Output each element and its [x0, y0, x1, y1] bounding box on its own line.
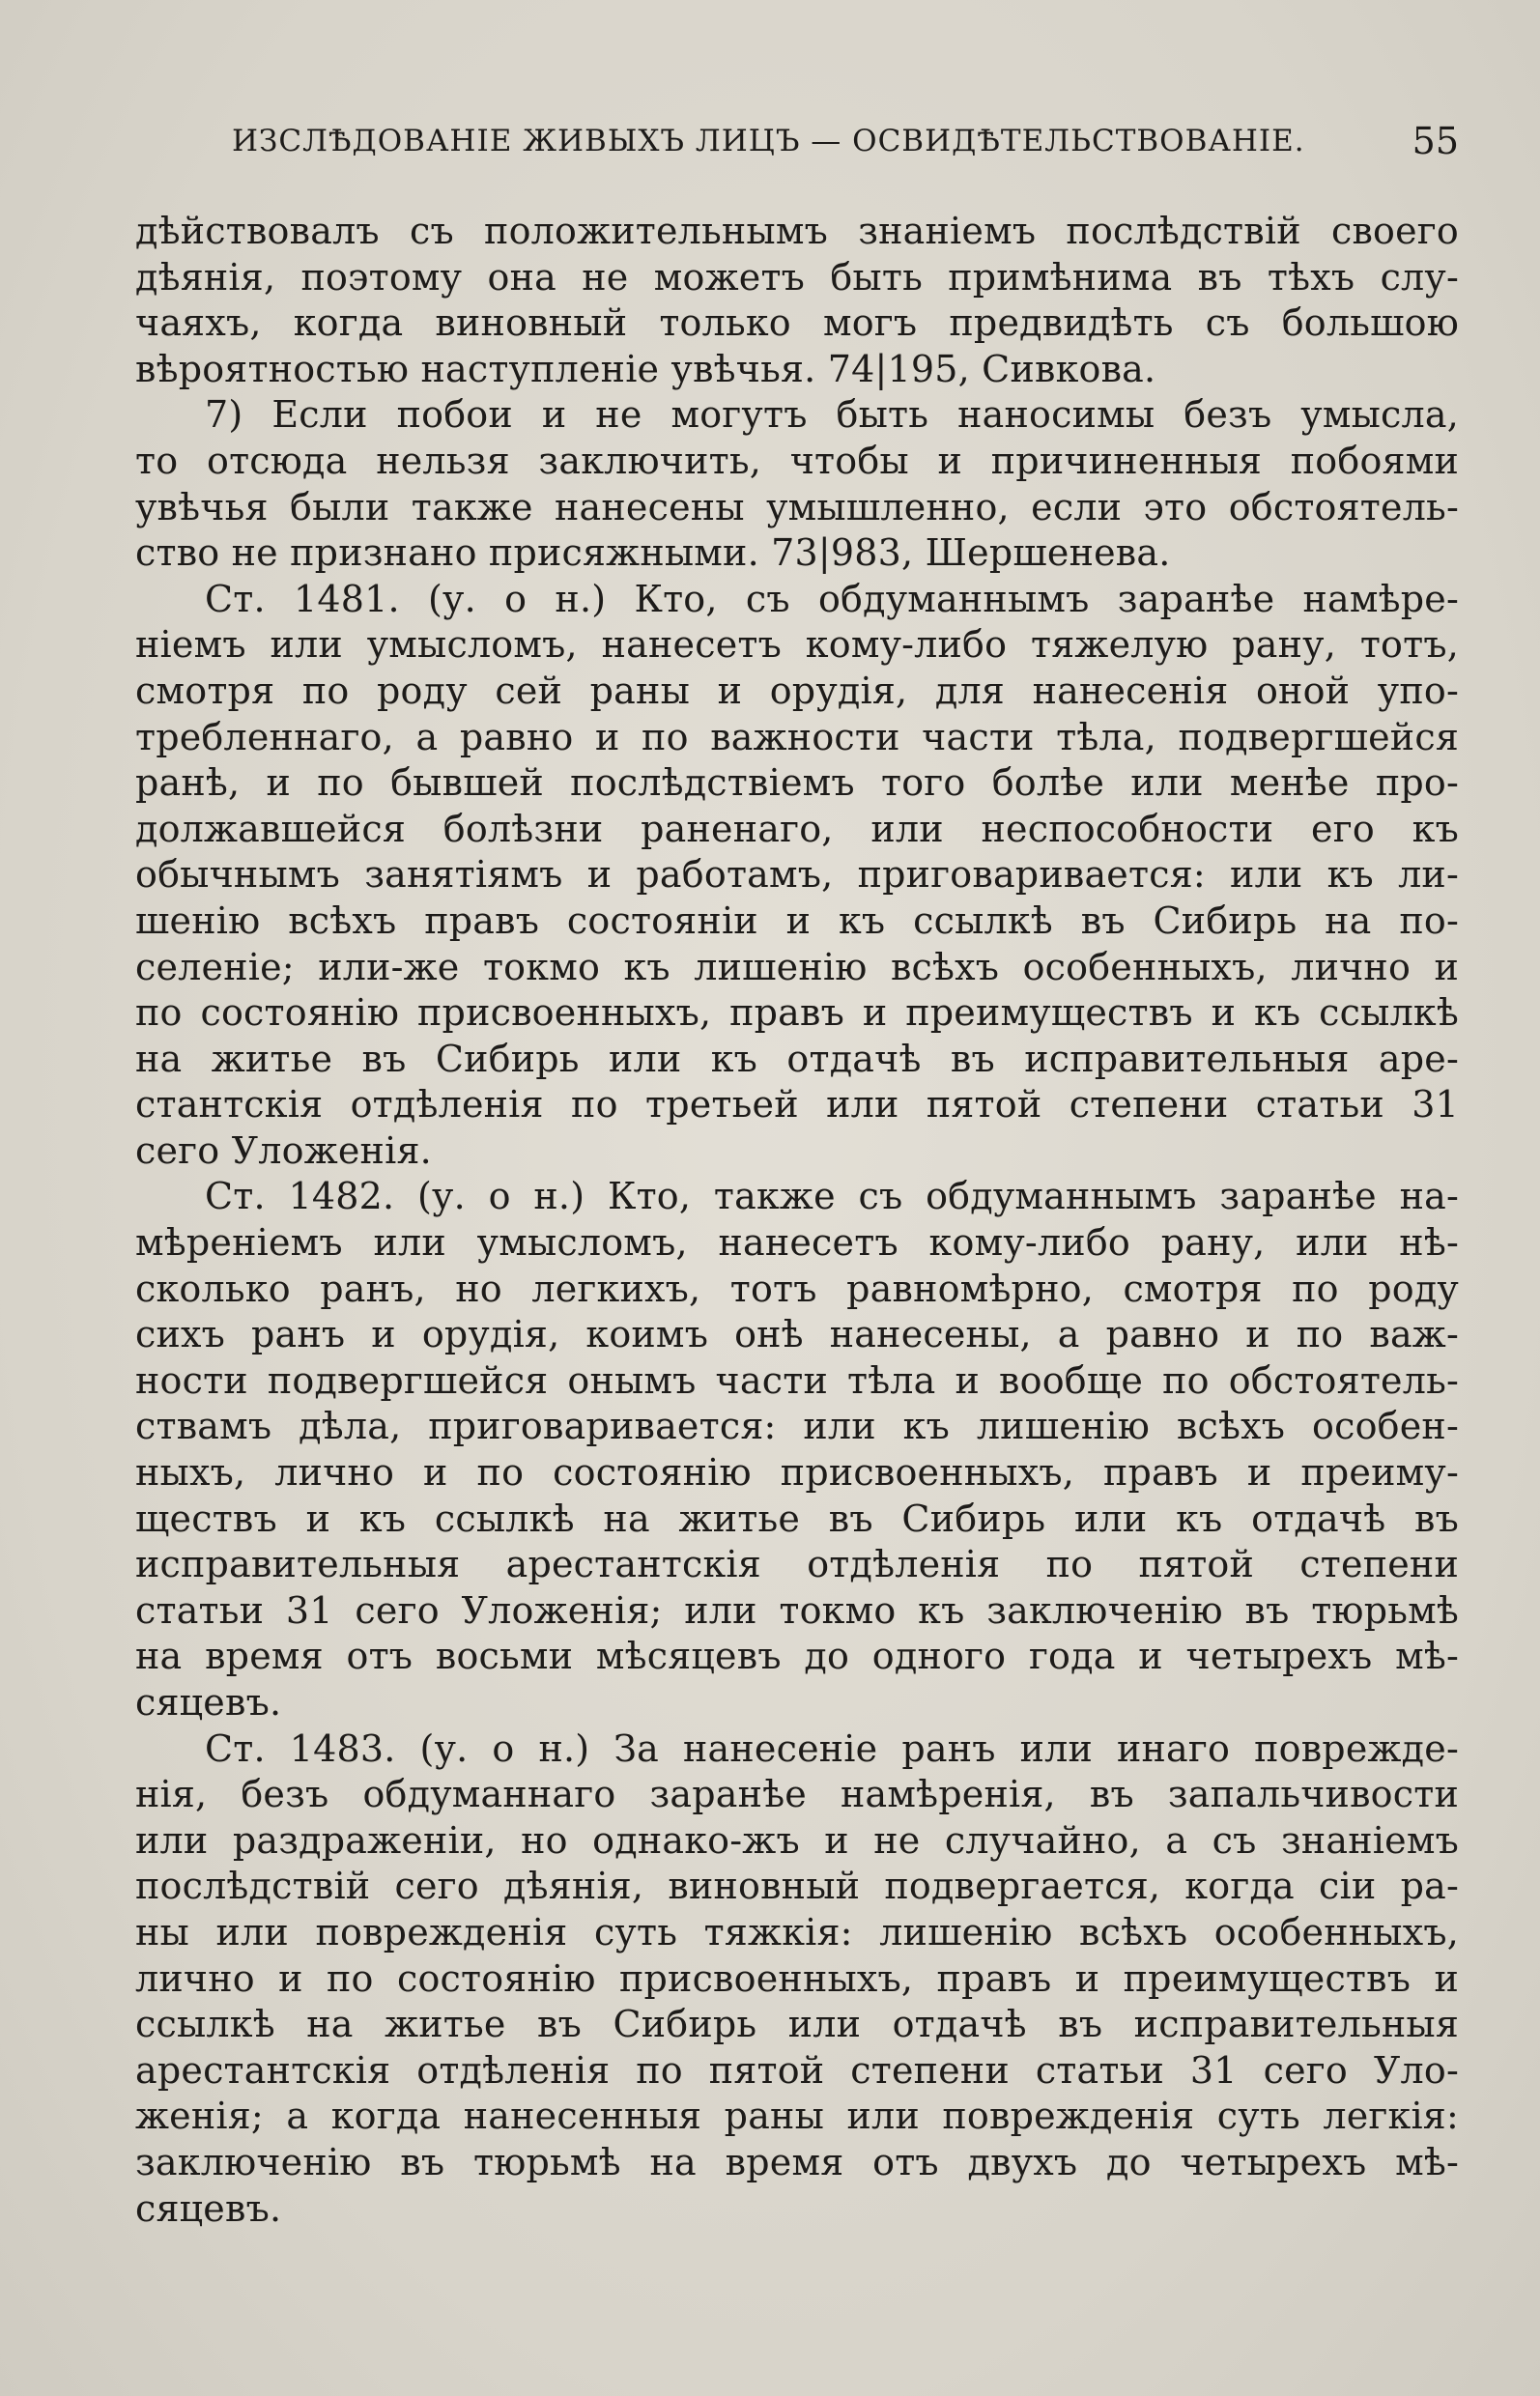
text-line: шенію всѣхъ правъ состояніи и къ ссылкѣ въ Сибирь на по- [135, 898, 1459, 942]
text-line: исправительныя арестантскія отдѣленія по пятой степени [135, 1543, 1459, 1586]
text-line: заключенію въ тюрьмѣ на время отъ двухъ до четырехъ мѣ- [135, 2140, 1459, 2183]
text-line: ности подвергшейся онымъ части тѣла и вообще по обстоятель- [135, 1358, 1459, 1402]
body-text [135, 209, 1459, 2232]
text-line: должавшейся болѣзни раненаго, или неспособности его къ [135, 807, 1459, 850]
text-line: статьи 31 сего Уложенія; или токмо къ заключенію въ тюрьмѣ [135, 1588, 1459, 1632]
text-line: ществъ и къ ссылкѣ на житье въ Сибирь или къ отдачѣ въ [135, 1497, 1459, 1540]
text-line: увѣчья были также нанесены умышленно, если это обстоятель- [135, 485, 1459, 528]
text-line: сихъ ранъ и орудія, коимъ онѣ нанесены, а равно и по важ- [135, 1313, 1459, 1356]
text-line: на житье въ Сибирь или къ отдачѣ въ исправительныя аре- [135, 1037, 1459, 1080]
text-line: ствамъ дѣла, приговаривается: или къ лишенію всѣхъ особен- [135, 1405, 1459, 1448]
page-header [135, 120, 1459, 182]
text-line: на время отъ восьми мѣсяцевъ до одного года и четырехъ мѣ- [135, 1635, 1459, 1678]
text-line: мѣреніемъ или умысломъ, нанесетъ кому-либо рану, или нѣ- [135, 1221, 1459, 1265]
text-line: сяцевъ. [135, 2186, 282, 2230]
text-line: ство не признано присяжными. 73|983, Шершенева. [135, 531, 1171, 575]
text-line: ныхъ, лично и по состоянію присвоенныхъ, правъ и преиму- [135, 1451, 1459, 1495]
text-line: или раздраженіи, но однако-жъ и не случайно, а съ знаніемъ [135, 1818, 1459, 1862]
text-line: ранѣ, и по бывшей послѣдствіемъ того болѣе или менѣе про- [135, 761, 1459, 805]
text-line: сколько ранъ, но легкихъ, тотъ равномѣрно, смотря по роду [135, 1267, 1459, 1310]
text-line: сяцевъ. [135, 1681, 282, 1724]
text-line: нія, безъ обдуманнаго заранѣе намѣренія, въ запальчивости [135, 1773, 1459, 1816]
text-line: то отсюда нельзя заключить, чтобы и причиненныя побоями [135, 439, 1459, 482]
text-line: обычнымъ занятіямъ и работамъ, приговаривается: или къ ли- [135, 853, 1459, 897]
text-line: сего Уложенія. [135, 1128, 432, 1172]
text-line: по состоянію присвоенныхъ, правъ и преимуществъ и къ ссылкѣ [135, 991, 1459, 1035]
text-line: ны или поврежденія суть тяжкія: лишенію всѣхъ особенныхъ, [135, 1910, 1459, 1954]
page-number: 55 [1412, 120, 1459, 162]
text-line: смотря по роду сей раны и орудія, для нанесенія оной упо- [135, 669, 1459, 712]
text-line: женія; а когда нанесенныя раны или поврежденія суть легкія: [135, 2095, 1459, 2138]
article-1481-first-line: Ст. 1481. (у. о н.) Кто, съ обдуманнымъ заранѣе намѣре- [205, 577, 1459, 620]
paragraph-first-line: 7) Если побои и не могутъ быть наносимы безъ умысла, [205, 393, 1459, 437]
text-line: селеніе; или-же токмо къ лишенію всѣхъ особенныхъ, лично и [135, 945, 1459, 988]
text-line: стантскія отдѣленія по третьей или пятой степени статьи 31 [135, 1083, 1459, 1127]
text-line: лично и по состоянію присвоенныхъ, правъ и преимуществъ и [135, 1956, 1459, 2000]
running-title: ИЗСЛѢДОВАНІЕ ЖИВЫХЪ ЛИЦЪ — ОСВИДѢТЕЛЬСТВОВАНІЕ. [232, 124, 1305, 158]
text-line: дѣйствовалъ съ положительнымъ знаніемъ послѣдствій своего [135, 210, 1459, 252]
text-line: чаяхъ, когда виновный только могъ предвидѣть съ большою [135, 301, 1459, 345]
text-line: арестантскія отдѣленія по пятой степени статьи 31 сего Уло- [135, 2048, 1459, 2092]
article-1483-first-line: Ст. 1483. (у. о н.) За нанесеніе ранъ или инаго поврежде- [205, 1726, 1459, 1770]
text-line: вѣроятностью наступленіе увѣчья. 74|195, Сивкова. [135, 347, 1156, 390]
text-line: дѣянія, поэтому она не можетъ быть примѣнима въ тѣхъ слу- [135, 255, 1459, 299]
article-1482-first-line: Ст. 1482. (у. о н.) Кто, также съ обдуманнымъ заранѣе на- [205, 1175, 1459, 1218]
text-line: требленнаго, а равно и по важности части тѣла, подвергшейся [135, 715, 1459, 758]
text-line: послѣдствій сего дѣянія, виновный подвергается, когда сіи ра- [135, 1865, 1459, 1908]
text-line: ніемъ или умысломъ, нанесетъ кому-либо тяжелую рану, тотъ, [135, 623, 1459, 667]
text-line: ссылкѣ на житье въ Сибирь или отдачѣ въ исправительныя [135, 2003, 1459, 2046]
